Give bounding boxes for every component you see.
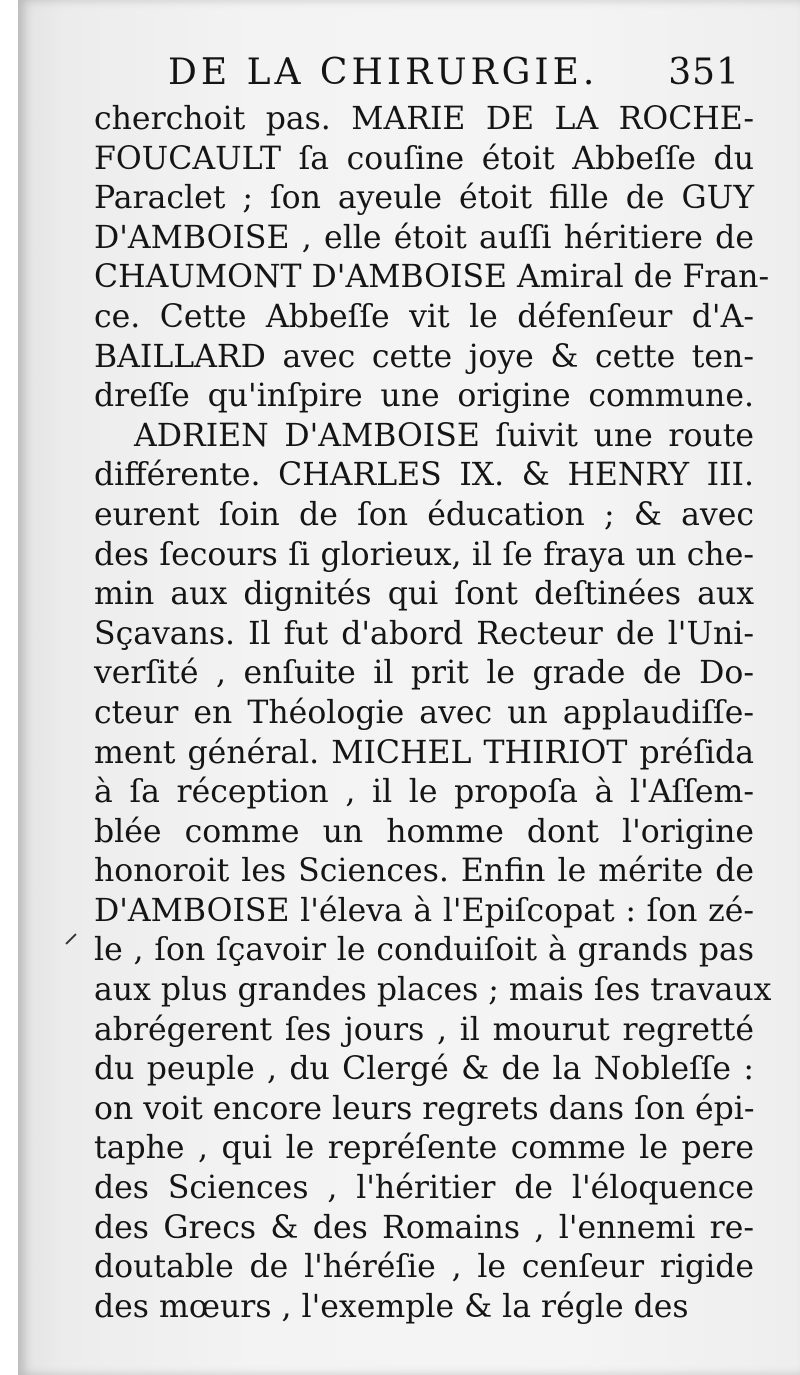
text-line: blée comme un homme dont l'origine [94, 813, 754, 850]
text-line: différente. CHARLES IX. & HENRY III. [94, 457, 754, 494]
text-line: ment général. MICHEL THIRIOT préſida [94, 734, 754, 771]
text-line: eurent ſoin de ſon éducation ; & avec [94, 496, 754, 533]
body-text [94, 100, 772, 1327]
text-line: dreſſe qu'inſpire une origine commune. [94, 378, 754, 415]
text-line: BAILLARD avec cette joye & cette ten- [94, 338, 754, 375]
running-title: DE LA CHIRURGIE. [168, 52, 599, 93]
text-line: des ſecours ſi glorieux, il ſe fraya un che- [94, 536, 754, 573]
text-line: min aux dignités qui ſont deſtinées aux [94, 576, 754, 613]
text-line: on voit encore leurs regrets dans ſon épi- [94, 1090, 755, 1127]
text-line: taphe , qui le repréſente comme le pere [94, 1130, 754, 1167]
text-line: D'AMBOISE , elle étoit auſſi héritiere de [94, 219, 754, 256]
text-line: aux plus grandes places ; mais ſes travaux [94, 972, 772, 1009]
text-line: Paraclet ; ſon ayeule étoit fille de GUY [94, 180, 754, 217]
text-line: le , ſon ſçavoir le conduiſoit à grands pas [94, 932, 754, 969]
text-line: abrégerent ſes jours , il mourut regretté [94, 1011, 754, 1048]
text-line: du peuple , du Clergé & de la Nobleſſe : [94, 1051, 754, 1088]
page-number: 351 [668, 52, 740, 93]
text-line: CHAUMONT D'AMBOISE Amiral de Fran- [94, 259, 770, 296]
text-line: verſité , enſuite il prit le grade de Do- [94, 655, 754, 692]
text-line: D'AMBOISE l'éleva à l'Epiſcopat : ſon zé- [94, 892, 754, 929]
text-line: à ſa réception , il le propoſa à l'Aſſem- [94, 774, 754, 811]
text-line-paragraph-start: ADRIEN D'AMBOISE ſuivit une route [134, 417, 754, 454]
text-line: ce. Cette Abbeſſe vit le défenſeur d'A- [94, 298, 754, 335]
running-head [168, 50, 768, 100]
text-line: des Grecs & des Romains , l'ennemi re- [94, 1209, 754, 1246]
text-line: des mœurs , l'exemple & la régle des [94, 1288, 689, 1325]
book-page [18, 0, 800, 1375]
text-line: doutable de l'héréſie , le cenſeur rigide [94, 1249, 754, 1286]
text-line: cherchoit pas. MARIE DE LA ROCHE- [94, 101, 754, 137]
text-line: honoroit les Sciences. Enfin le mérite de [94, 853, 754, 890]
text-line: cteur en Théologie avec un applaudiſſe- [94, 694, 754, 731]
text-line: FOUCAULT ſa couſine étoit Abbeſſe du [94, 140, 754, 177]
text-line: des Sciences , l'héritier de l'éloquence [94, 1170, 754, 1207]
text-line: Sçavans. Il fut d'abord Recteur de l'Uni- [94, 615, 754, 652]
margin-mark [65, 933, 76, 944]
